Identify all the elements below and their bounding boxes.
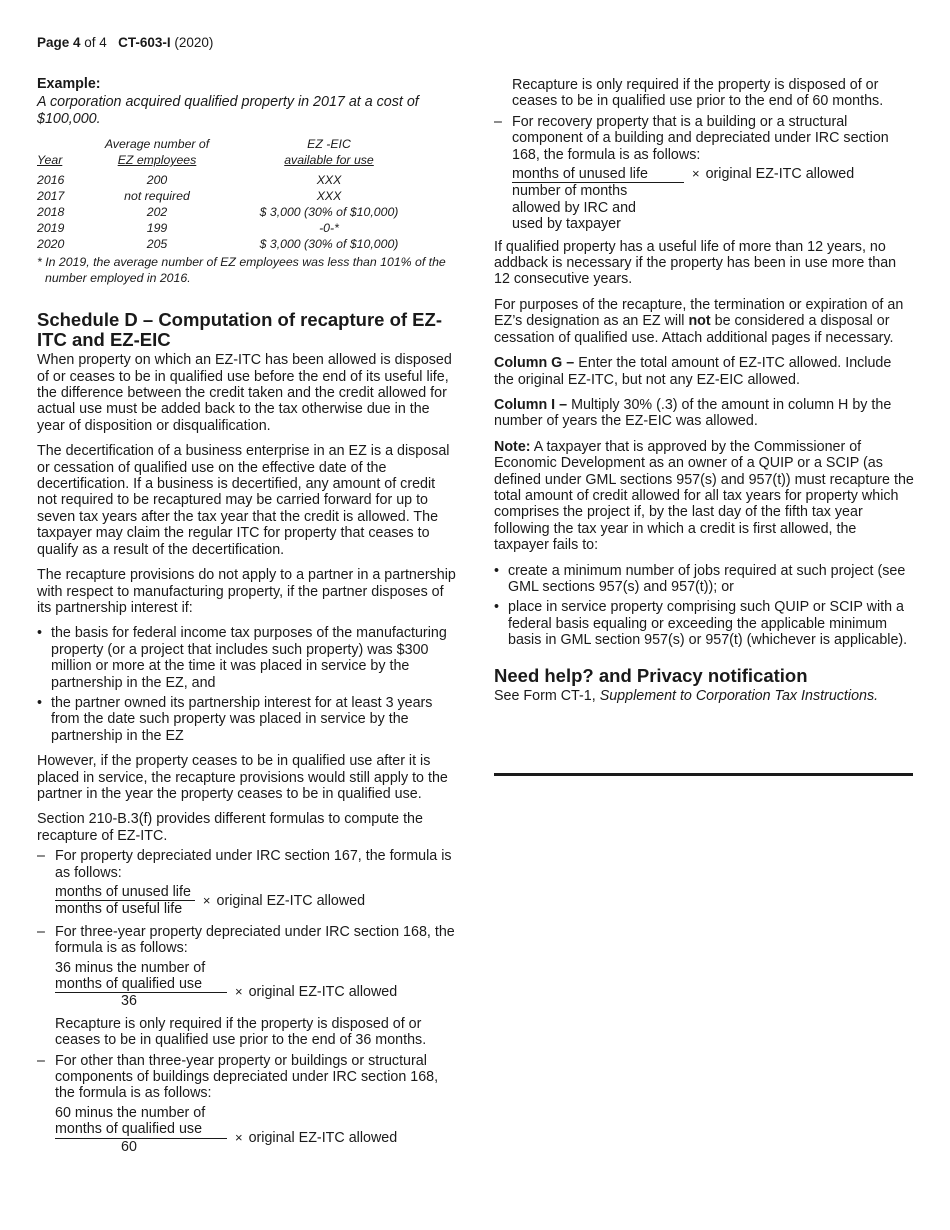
formula-item-other: – For other than three-year property or buildings or structural components of buildings depreciated under IRC section 168, the formula is as follows:: [37, 1053, 457, 1102]
row-employees: 199: [146, 221, 168, 236]
right-column: [494, 77, 914, 713]
row-eic: $ 3,000 (30% of $10,000): [259, 237, 399, 252]
end-rule: [494, 773, 913, 776]
formula-item-recovery: – For recovery property that is a building or a structural component of a building and depreciated under IRC section 168, the formula is as follows:: [494, 114, 914, 163]
help-heading: Need help? and Privacy notification: [494, 664, 808, 686]
row-eic: $ 3,000 (30% of $10,000): [259, 205, 399, 220]
schedule-d-paragraph: However, if the property ceases to be in qualified use after it is placed in service, the recapture provisions would still apply to the partner in the year the property ceases to be in qualified use.: [37, 753, 448, 802]
list-item: • the partner owned its partnership interest for at least 3 years from the date such property was placed in service by the partnership in the EZ: [37, 695, 457, 744]
fraction-denominator: 36: [121, 993, 137, 1010]
formula-multiplier: original EZ-ITC allowed: [248, 1129, 398, 1146]
formula-multiplier: original EZ-ITC allowed: [216, 892, 366, 909]
example-footnote: * In 2019, the average number of EZ employees was less than 101% of the number employed in 2016.: [37, 255, 446, 286]
page-of-total: of 4: [84, 35, 107, 50]
example-table: [37, 136, 437, 252]
fraction-numerator-line1: 60 minus the number of: [55, 1104, 206, 1121]
fraction: [55, 960, 227, 1010]
row-eic: XXX: [316, 189, 342, 204]
schedule-d-paragraph: The decertification of a business enterprise in an EZ is a disposal or cessation of qualified use on the effective date of the decertification. If a business is decertified, any amount of credit not required to be recaptured may be carried forward for up to seven tax years after the tax year that the credit is allowed. The taxpayer may claim the regular ITC for property that ceases to qualify as a result of the decertification.: [37, 443, 450, 558]
schedule-d-paragraph: The recapture provisions do not apply to a partner in a partnership with respect to manufacturing property, if the partner disposes of its partnership interest if:: [37, 567, 456, 616]
formula-multiplier: original EZ-ITC allowed: [705, 166, 855, 183]
fraction-numerator-line2: months of qualified use: [55, 976, 227, 993]
list-item: • place in service property comprising such QUIP or SCIP with a federal basis equaling or exceeding the applicable minimum basis in GML section 957(s) or 957(t) (whichever is applicable).: [494, 599, 914, 648]
schedule-d-paragraph: When property on which an EZ-ITC has been allowed is disposed of or ceases to be in qualified use before the end of its useful life, the difference between the credit taken and the credit allowed for actual use must be added back to the tax otherwise due in the year of disposition or disqualification.: [37, 352, 452, 434]
column-i-text: Multiply 30% (.3) of the amount in column H by the number of years the EZ-EIC was allowed.: [494, 396, 892, 430]
formula-other: [55, 1105, 457, 1155]
row-year: 2018: [37, 205, 65, 220]
row-employees: not required: [124, 189, 190, 204]
table-row: [37, 236, 437, 252]
recapture-60-note: Recapture is only required if the property is disposed of or ceases to be in qualified use prior to the end of 60 months.: [512, 77, 884, 110]
example-intro: A corporation acquired qualified property in 2017 at a cost of $100,000.: [37, 94, 419, 127]
help-text-b: Supplement to Corporation Tax Instructions.: [599, 687, 879, 704]
help-text-a: See Form CT-1,: [494, 687, 596, 704]
formula-167: [55, 884, 457, 918]
fraction-denominator: number of months allowed by IRC and used by taxpayer: [512, 183, 636, 233]
page-header: [37, 35, 213, 51]
row-employees: 202: [146, 205, 168, 220]
formula-item-three-year: – For three-year property depreciated under IRC section 168, the formula is as follows:: [37, 924, 457, 957]
form-id: CT-603-I: [118, 35, 171, 50]
row-year: 2017: [37, 189, 65, 204]
row-eic: XXX: [316, 173, 342, 188]
row-year: 2016: [37, 173, 65, 188]
page-label: Page 4: [37, 35, 81, 50]
fraction: [512, 166, 684, 233]
table-row: [37, 172, 437, 188]
fraction-numerator: months of unused life: [512, 166, 684, 183]
termination-paragraph: [494, 297, 914, 346]
times-sign: ×: [235, 984, 243, 1000]
fraction-numerator: months of unused life: [55, 884, 195, 901]
fraction-denominator: months of useful life: [55, 901, 183, 918]
formula-recovery: [512, 166, 914, 233]
schedule-d-heading: Schedule D – Computation of recapture of EZ-ITC and EZ-EIC: [37, 309, 442, 351]
table-row: [37, 204, 437, 220]
row-employees: 205: [146, 237, 168, 252]
recapture-36-note: Recapture is only required if the property is disposed of or ceases to be in qualified use prior to the end of 36 months.: [55, 1015, 427, 1049]
useful-life-paragraph: If qualified property has a useful life of more than 12 years, no addback is necessary if the property has been in use more than 12 consecutive years.: [494, 238, 897, 288]
example-header-row-2: [37, 152, 437, 168]
formula-item-167: – For property depreciated under IRC section 167, the formula is as follows:: [37, 848, 457, 881]
column-g-label: Column G –: [494, 355, 575, 372]
note-text: A taxpayer that is approved by the Commissioner of Economic Development as an owner of a QUIP or a SCIP (as defined under GML sections 957(s) and 957(t)) must recapture the total amount of credit allowed for all tax years for property which comprises the project if, by the last day of the fifth tax year following the tax year in which a credit is first allowed, the taxpayer fails to:: [494, 438, 914, 554]
table-row: [37, 220, 437, 236]
termination-text-a: For purposes of the recapture, the termination or expiration of an EZ’s designation as an EZ will: [494, 296, 904, 330]
fraction-numerator-line2: months of qualified use: [55, 1121, 227, 1138]
row-employees: 200: [146, 173, 168, 188]
column-i-paragraph: [494, 397, 914, 430]
list-item: • the basis for federal income tax purposes of the manufacturing property (or a project that includes such property) was $300 million or more at the time it was placed in service by the partnership in the EZ, and: [37, 625, 457, 691]
note-paragraph: [494, 439, 914, 554]
note-bullets: [494, 563, 914, 649]
header-avg-1: Average number of: [104, 137, 210, 152]
table-row: [37, 188, 437, 204]
example-title: Example:: [37, 76, 101, 92]
left-column: [37, 76, 457, 1161]
fraction-denominator: 60: [121, 1138, 137, 1155]
form-year: (2020): [174, 35, 214, 50]
times-sign: ×: [202, 892, 211, 908]
termination-text-b: be considered a disposal or cessation of qualified use. Attach additional pages if necessary.: [494, 313, 894, 346]
header-eic-2: available for use: [284, 153, 374, 168]
formula-three-year: [55, 960, 457, 1010]
column-g-text: Enter the total amount of EZ-ITC allowed. Include the original EZ-ITC, but not any EZ-EIC allowed.: [494, 355, 892, 388]
list-item: • create a minimum number of jobs required at such project (see GML sections 957(s) and 957(t)); or: [494, 563, 914, 596]
formula-multiplier: original EZ-ITC allowed: [248, 984, 398, 1001]
times-sign: ×: [235, 1129, 243, 1145]
column-i-label: Column I –: [494, 396, 568, 413]
header-eic-1: EZ -EIC: [307, 137, 351, 152]
schedule-d-paragraph: Section 210-B.3(f) provides different formulas to compute the recapture of EZ-ITC.: [37, 811, 423, 844]
fraction: [55, 1105, 227, 1155]
fraction: [55, 884, 195, 918]
example-header-row-1: [37, 136, 437, 152]
header-avg-2: EZ employees: [117, 153, 197, 168]
fraction-numerator-line1: 36 minus the number of: [55, 959, 206, 976]
note-label: Note:: [494, 438, 531, 455]
row-year: 2019: [37, 221, 65, 236]
times-sign: ×: [692, 166, 700, 182]
termination-not: not: [688, 313, 711, 330]
header-year: Year: [37, 153, 63, 168]
row-year: 2020: [37, 237, 65, 252]
help-paragraph: [494, 688, 914, 704]
row-eic: -0-*: [319, 221, 339, 236]
column-g-paragraph: [494, 355, 914, 388]
partner-bullets: [37, 625, 457, 744]
